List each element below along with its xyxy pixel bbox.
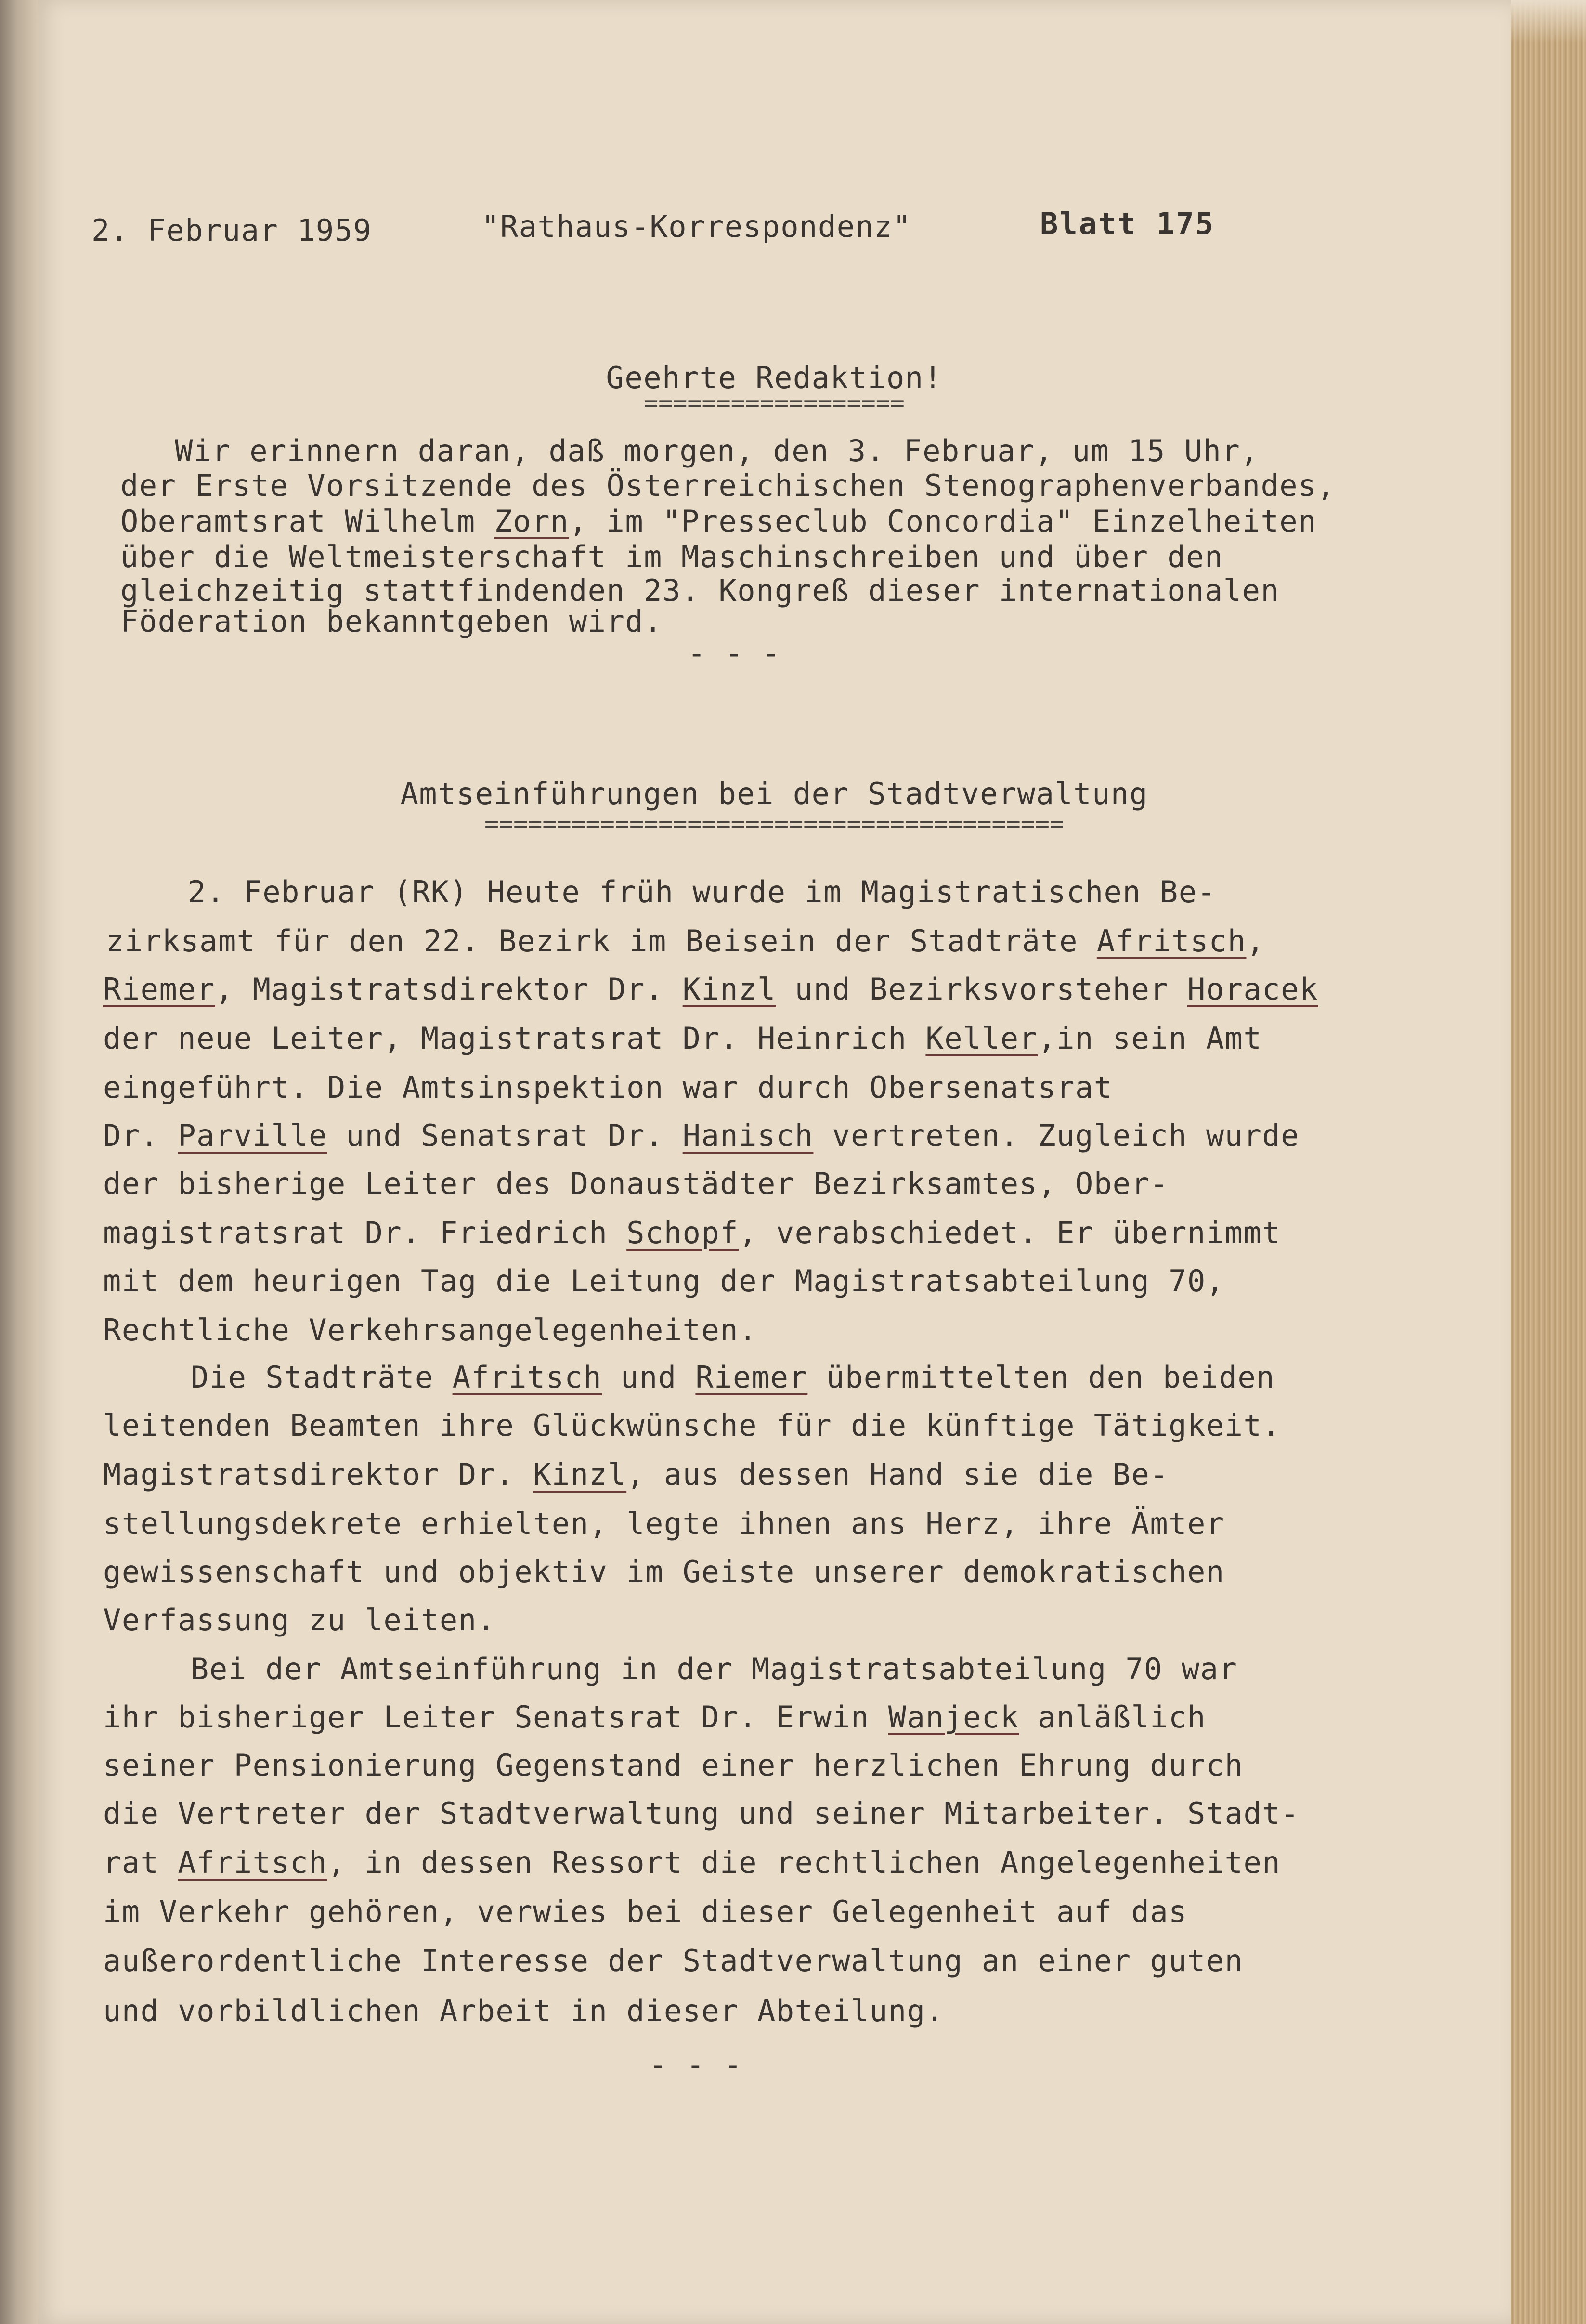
section2-line-19: seiner Pensionierung Gegenstand einer herzlichen Ehrung durch: [103, 1748, 1244, 1783]
section2-line-11: Die Stadträte Afritsch und Riemer übermittelten den beiden: [191, 1360, 1275, 1395]
section2-title: Amtseinführungen bei der Stadtverwaltung: [400, 776, 1148, 811]
name-kinzl: Kinzl: [682, 972, 776, 1007]
section2-line-16: Verfassung zu leiten.: [103, 1602, 496, 1637]
name-hanisch: Hanisch: [682, 1118, 814, 1153]
section2-line-6: Dr. Parville und Senatsrat Dr. Hanisch vertreten. Zugleich wurde: [103, 1118, 1300, 1153]
section2-title-rule: ========================================: [484, 810, 1065, 838]
name-parville: Parville: [178, 1118, 327, 1153]
name-riemer-2: Riemer: [695, 1360, 808, 1395]
section2-line-9: mit dem heurigen Tag die Leitung der Magistratsabteilung 70,: [103, 1263, 1225, 1298]
section2-line-5: eingeführt. Die Amtsinspektion war durch Obersenatsrat: [103, 1070, 1113, 1105]
section2-line-22: im Verkehr gehören, verwies bei dieser Gelegenheit auf das: [103, 1894, 1187, 1929]
section2-line-8: magistratsrat Dr. Friedrich Schopf, verabschiedet. Er übernimmt: [103, 1215, 1281, 1250]
name-keller: Keller: [925, 1021, 1038, 1056]
section2-line-24: und vorbildlichen Arbeit in dieser Abteilung.: [103, 1993, 945, 2028]
book-binding-left: [0, 0, 38, 2324]
section2-line-23: außerordentliche Interesse der Stadtverwaltung an einer guten: [103, 1943, 1244, 1978]
name-zorn: Zorn: [494, 504, 569, 539]
document-page: [38, 0, 1511, 2324]
name-wanjeck: Wanjeck: [888, 1700, 1019, 1735]
section2-line-4: der neue Leiter, Magistratsrat Dr. Heinrich Keller,in sein Amt: [103, 1021, 1262, 1056]
name-afritsch: Afritsch: [1096, 923, 1247, 959]
section2-line-14: stellungsdekrete erhielten, legte ihnen ans Herz, ihre Ämter: [103, 1506, 1225, 1541]
section2-line-15: gewissenschaft und objektiv im Geiste unserer demokratischen: [103, 1554, 1225, 1589]
section2-line-1: 2. Februar (RK) Heute früh wurde im Magistratischen Be-: [188, 874, 1216, 909]
section1-line-6: Föderation bekanntgeben wird.: [120, 604, 663, 639]
section2-line-7: der bisherige Leiter des Donaustädter Bezirksamtes, Ober-: [103, 1166, 1169, 1201]
section2-line-18: ihr bisheriger Leiter Senatsrat Dr. Erwin Wanjeck anläßlich: [103, 1700, 1206, 1735]
section1-end-mark: - - -: [688, 636, 781, 671]
section1-line-4: über die Weltmeisterschaft im Maschinschreiben und über den: [120, 539, 1223, 574]
section2-line-10: Rechtliche Verkehrsangelegenheiten.: [103, 1312, 757, 1348]
section1-title: Geehrte Redaktion!: [606, 360, 943, 395]
section2-line-17: Bei der Amtseinführung in der Magistratsabteilung 70 war: [191, 1651, 1238, 1687]
header-date: 2. Februar 1959: [91, 213, 372, 248]
section2-line-20: die Vertreter der Stadtverwaltung und seiner Mitarbeiter. Stadt-: [103, 1796, 1300, 1831]
name-schopf: Schopf: [626, 1215, 739, 1250]
section2-line-2: zirksamt für den 22. Bezirk im Beisein der Stadträte Afritsch,: [106, 923, 1265, 959]
section1-line-2: der Erste Vorsitzende des Österreichischen Stenographenverbandes,: [120, 468, 1336, 503]
header-sheet-number: Blatt 175: [1040, 206, 1215, 241]
section2-line-12: leitenden Beamten ihre Glückwünsche für die künftige Tätigkeit.: [103, 1408, 1281, 1443]
section2-line-3: Riemer, Magistratsdirektor Dr. Kinzl und Bezirksvorsteher Horacek: [103, 972, 1318, 1007]
section1-line-1: Wir erinnern daran, daß morgen, den 3. Februar, um 15 Uhr,: [175, 433, 1259, 468]
page-stack-edge-shade: [1511, 0, 1586, 43]
section1-line-3: Oberamtsrat Wilhelm Zorn, im "Presseclub Concordia" Einzelheiten: [120, 504, 1317, 539]
name-afritsch-3: Afritsch: [178, 1845, 327, 1880]
section2-line-21: rat Afritsch, in dessen Ressort die rechtlichen Angelegenheiten: [103, 1845, 1281, 1880]
section1-title-rule: ==================: [644, 389, 905, 417]
header-publication: "Rathaus-Korrespondenz": [481, 209, 912, 244]
page-stack-edge: [1511, 0, 1586, 2324]
name-horacek: Horacek: [1187, 972, 1318, 1007]
section1-line-5: gleichzeitig stattfindenden 23. Kongreß dieser internationalen: [120, 573, 1280, 608]
name-riemer: Riemer: [103, 972, 215, 1007]
name-afritsch-2: Afritsch: [452, 1360, 602, 1395]
section2-line-13: Magistratsdirektor Dr. Kinzl, aus dessen Hand sie die Be-: [103, 1457, 1169, 1492]
section2-end-mark: - - -: [649, 2047, 743, 2082]
name-kinzl-2: Kinzl: [533, 1457, 627, 1492]
